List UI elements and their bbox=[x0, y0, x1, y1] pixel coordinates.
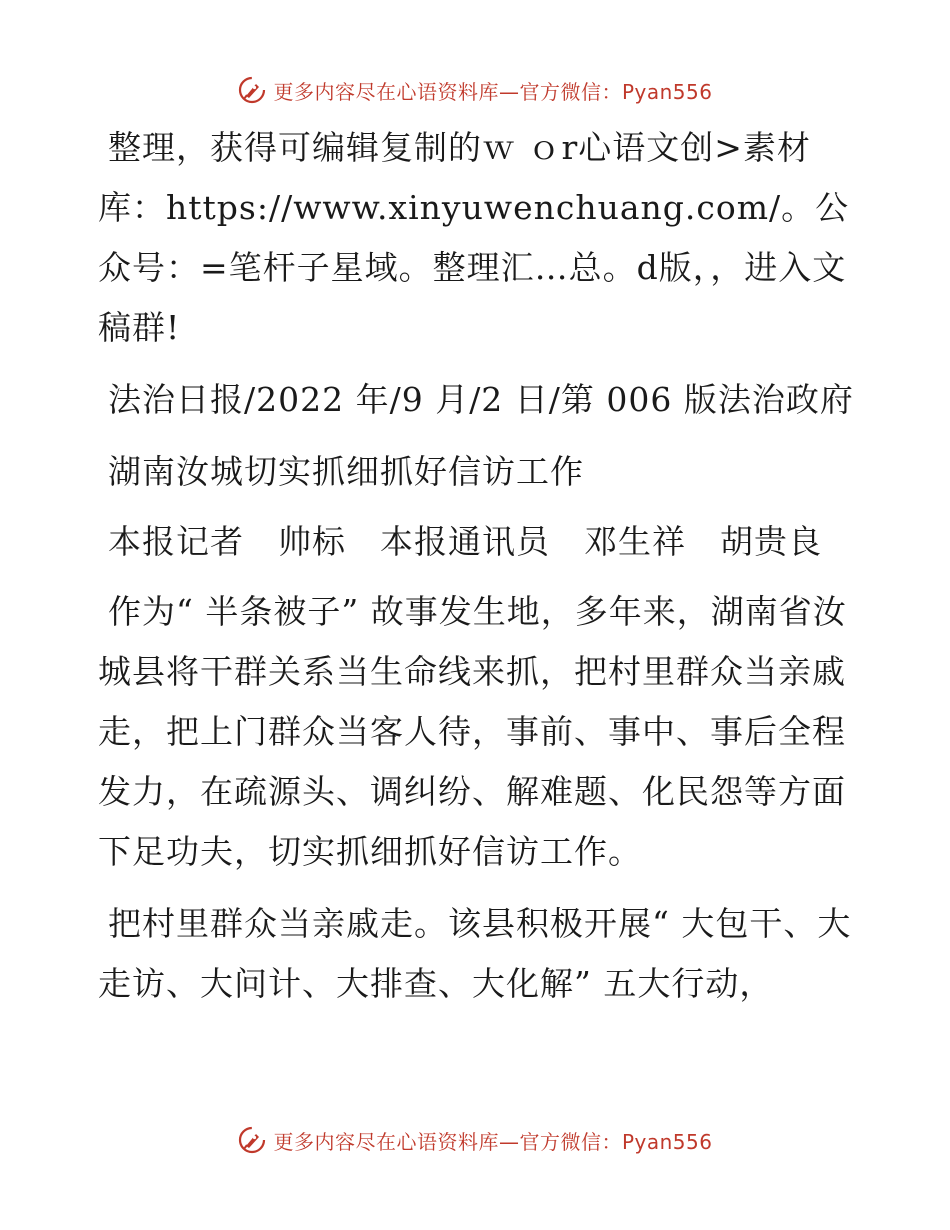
byline: 本报记者 帅标 本报通讯员 邓生祥 胡贵良 bbox=[108, 522, 822, 561]
body-paragraph: 作为“ 半条被子” 故事发生地，多年来，湖南省汝城县将干群关系当生命线来抓，把村里群众当亲戚走，把上门群众当客人待，事前、事中、事后全程发力，在疏源头、调纠纷、解难题、化民怨等方面下足功夫，切实抓细抓好信访工作。 bbox=[98, 592, 847, 871]
footer-watermark-text: 更多内容尽在心语资料库—官方微信：Pyan556 bbox=[273, 1129, 713, 1154]
header-watermark-banner bbox=[0, 70, 950, 110]
pen-nib-icon bbox=[237, 1125, 267, 1155]
article-title: 湖南汝城切实抓细抓好信访工作 bbox=[108, 452, 584, 491]
document-body bbox=[98, 118, 858, 1026]
intro-paragraph: 整理，获得可编辑复制的ｗ ｏr心语文创>素材库：https://www.xinyuwenchuang.com/。公众号：=笔杆子星域。整理汇…总。d版，，进入文稿群! bbox=[98, 128, 850, 347]
header-watermark-text: 更多内容尽在心语资料库—官方微信：Pyan556 bbox=[273, 79, 713, 104]
footer-watermark-banner bbox=[0, 1120, 950, 1160]
source-line: 法治日报/2022 年/9 月/2 日/第 006 版法治政府 bbox=[108, 380, 854, 419]
pen-nib-icon bbox=[237, 75, 267, 105]
body-paragraph: 把村里群众当亲戚走。该县积极开展“ 大包干、大走访、大问计、大排查、大化解” 五大行动， bbox=[98, 904, 852, 1003]
